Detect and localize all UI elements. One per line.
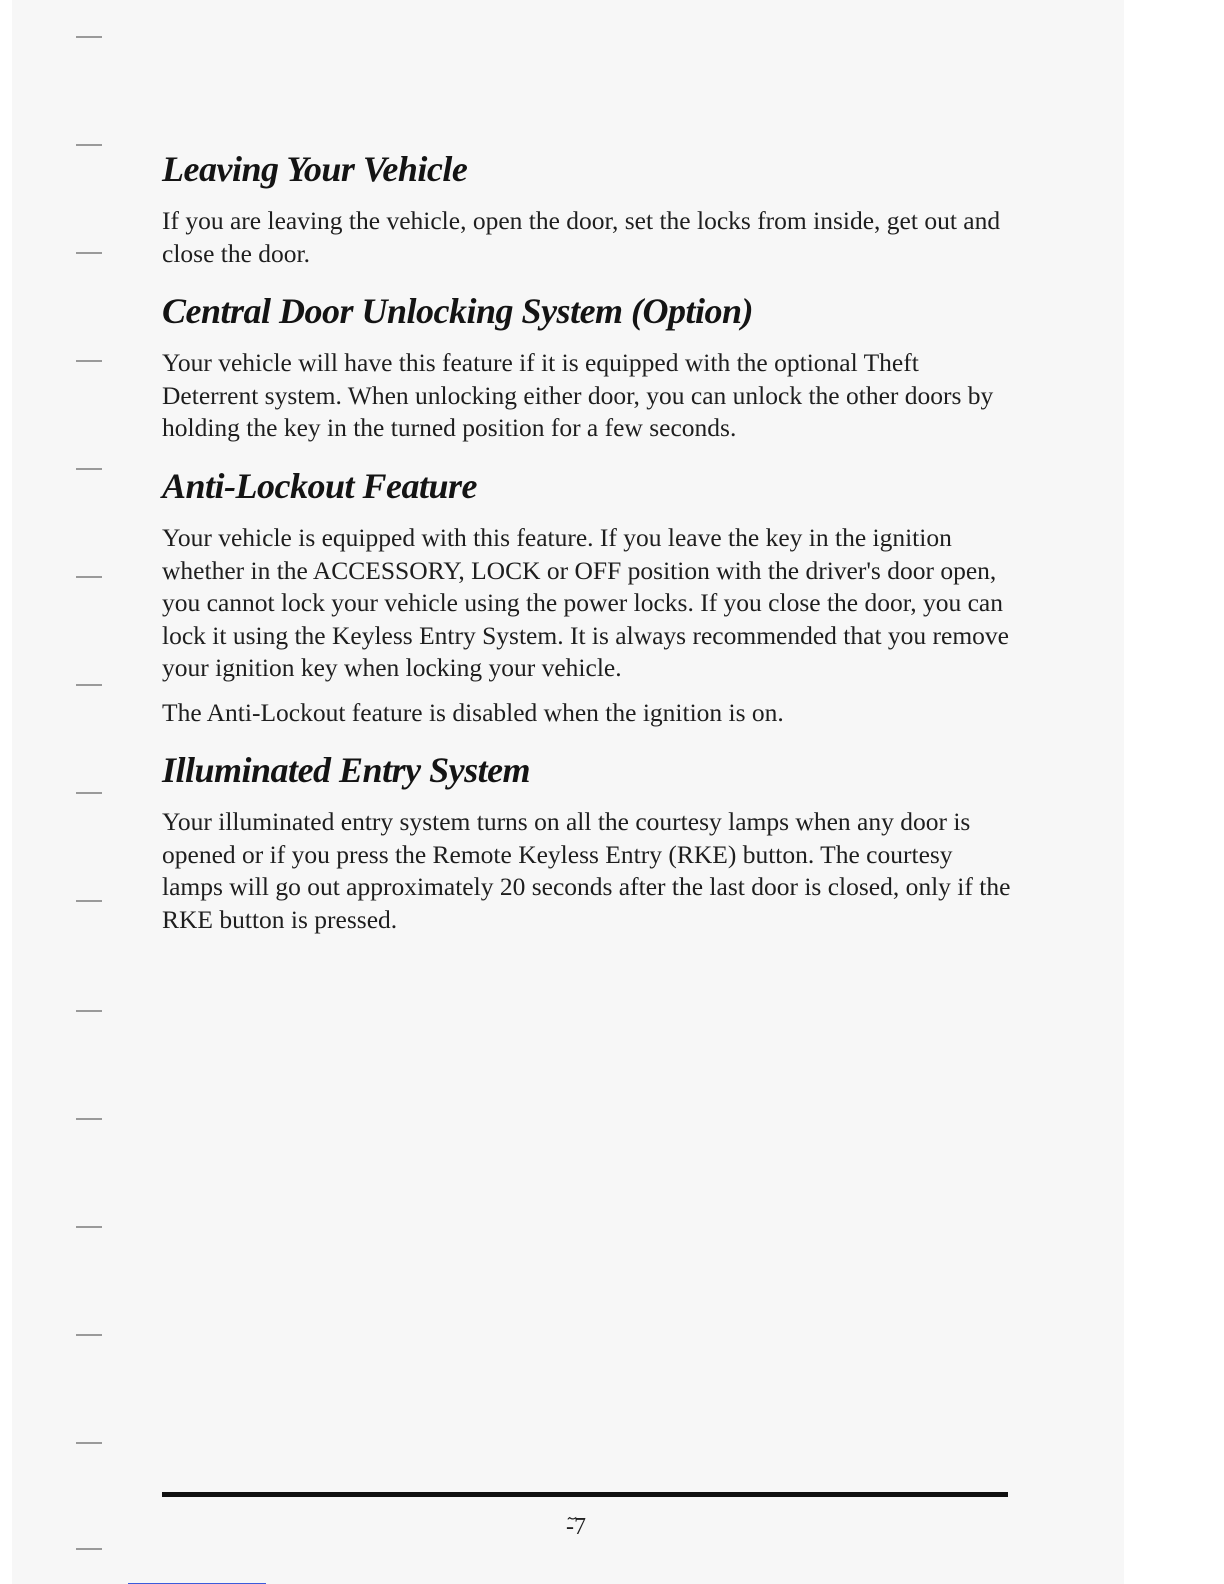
page-content bbox=[162, 148, 1012, 956]
section-heading: Anti-Lockout Feature bbox=[162, 465, 478, 506]
margin-tick bbox=[76, 36, 102, 38]
margin-tick bbox=[76, 576, 102, 578]
section-heading: Central Door Unlocking System (Option) bbox=[162, 291, 754, 332]
section-leaving-vehicle bbox=[162, 148, 1012, 270]
margin-tick bbox=[76, 252, 102, 254]
section-paragraph: Your illuminated entry system turns on all the courtesy lamps when any door is opened or if you press the Remote Keyless Entry (RKE) button. The courtesy lamps will go out approximately 20 seconds after the last door is closed, only if the RKE button is pressed. bbox=[162, 807, 1011, 934]
margin-tick bbox=[76, 360, 102, 362]
margin-tick bbox=[76, 792, 102, 794]
section-heading: Leaving Your Vehicle bbox=[162, 149, 468, 189]
section-paragraph: If you are leaving the vehicle, open the door, set the locks from inside, get out and close the door. bbox=[162, 206, 1001, 268]
section-paragraph: The Anti-Lockout feature is disabled when the ignition is on. bbox=[162, 697, 784, 727]
margin-tick bbox=[76, 1442, 102, 1444]
margin-tick bbox=[76, 144, 102, 146]
margin-tick bbox=[76, 468, 102, 470]
section-illuminated-entry bbox=[162, 749, 1012, 936]
margin-tick bbox=[76, 1010, 102, 1012]
section-heading: Illuminated Entry System bbox=[162, 750, 531, 791]
margin-tick bbox=[76, 1334, 102, 1336]
footer-rule bbox=[162, 1492, 1008, 1497]
section-paragraph: Your vehicle will have this feature if it is equipped with the optional Theft Deterrent system. When unlocking either door, you can unlock the other doors by holding the key in the turned position for a few seconds. bbox=[162, 348, 994, 443]
margin-tick bbox=[76, 1226, 102, 1228]
page-number: ٓ-7 bbox=[566, 1514, 586, 1540]
margin-tick bbox=[76, 1548, 102, 1550]
margin-tick bbox=[76, 1118, 102, 1120]
margin-tick bbox=[76, 900, 102, 902]
section-central-door-unlocking bbox=[162, 290, 1012, 445]
section-anti-lockout bbox=[162, 465, 1012, 729]
margin-tick bbox=[76, 684, 102, 686]
section-paragraph: Your vehicle is equipped with this feature. If you leave the key in the ignition whether in the ACCESSORY, LOCK or OFF position with the driver's door open, you cannot lock your vehicle using the power locks. If you close the door, you can lock it using the Keyless Entry System. It is always recommended that you remove your ignition key when locking your vehicle. bbox=[162, 523, 1009, 683]
